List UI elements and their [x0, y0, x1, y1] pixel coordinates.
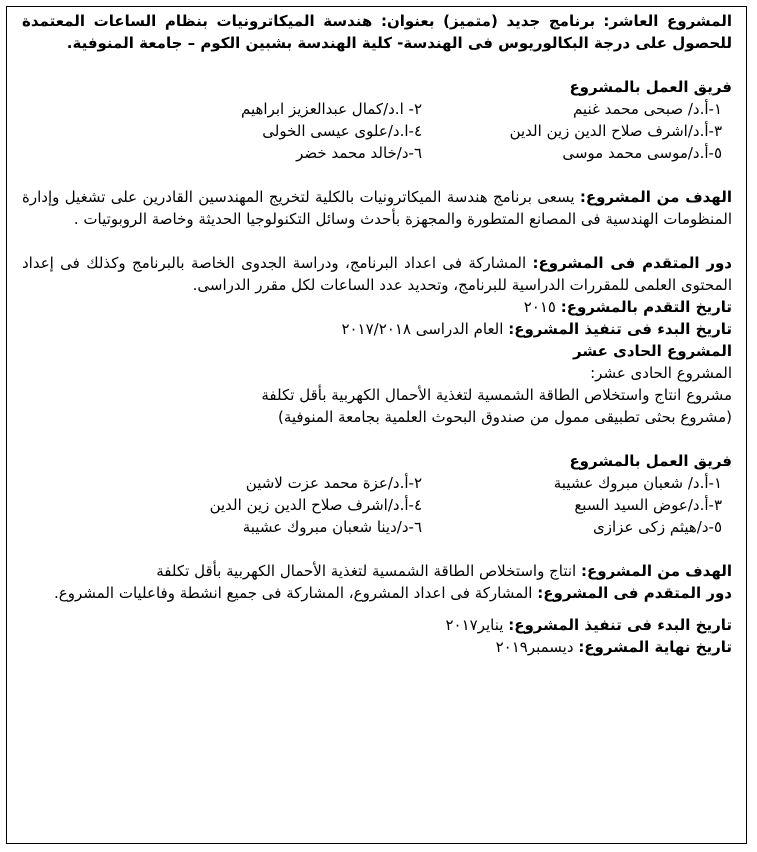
project11-end-value: ديسمبر٢٠١٩ — [495, 638, 574, 656]
team-member: ١-أ.د/ صبحى محمد غنيم — [572, 100, 722, 118]
project11-role-label: دور المتقدم فى المشروع: — [537, 584, 732, 602]
project11-team-row — [22, 494, 732, 516]
project10-goal-text: يسعى برنامج هندسة الميكاترونيات بالكلية لتخريج المهندسين القادرين على تشغيل وإدارة المنظومات الهندسية فى المصانع المتطورة والمجهزة بأحدث وسائل التكنولوجيا الحديثة وخاصة الروبوتيات . — [22, 188, 732, 228]
project10-goal — [22, 186, 732, 230]
project10-role-text: المشاركة فى اعداد البرنامج، ودراسة الجدوى الخاصة بالبرنامج وكذلك فى إعداد المحتوى العلمى للمقررات الدراسية للبرنامج، وتحديد عدد الساعات لكل مقرر الدراسى. — [22, 254, 732, 294]
project10-submit-label: تاريخ التقدم بالمشروع: — [560, 298, 732, 316]
project11-team-row — [22, 472, 732, 494]
project11-start-value: يناير٢٠١٧ — [445, 616, 504, 634]
project11-heading: المشروع الحادى عشر — [573, 342, 732, 360]
project11-end-label: تاريخ نهاية المشروع: — [578, 638, 732, 656]
team-member: ٥-د/هيثم زكى عزازى — [593, 518, 722, 536]
project11-line3: (مشروع بحثى تطبيقى ممول من صندوق البحوث العلمية بجامعة المنوفية) — [278, 408, 732, 426]
project11-goal — [22, 560, 732, 582]
project10-start-label: تاريخ البدء فى تنفيذ المشروع: — [508, 320, 732, 338]
project10-submit-date — [22, 296, 732, 318]
project11-line2: مشروع انتاج واستخلاص الطاقة الشمسية لتغذية الأحمال الكهربية بأقل تكلفة — [261, 386, 732, 404]
project11-line1: المشروع الحادى عشر: — [590, 364, 732, 382]
project10-team-title: فريق العمل بالمشروع — [569, 78, 732, 96]
team-member: ٦-د/خالد محمد خضر — [296, 144, 422, 162]
team-member: ٤-ا.د/علوى عيسى الخولى — [262, 122, 422, 140]
project10-start-value: العام الدراسى ٢٠١٧/٢٠١٨ — [341, 320, 504, 338]
team-member: ١-أ.د/ شعبان مبروك عشيبة — [553, 474, 722, 492]
project10-role-label: دور المتقدم فى المشروع: — [532, 254, 732, 272]
project11-role-text: المشاركة فى اعداد المشروع، المشاركة فى جميع انشطة وفاعليات المشروع. — [54, 584, 533, 602]
project10-start-date — [22, 318, 732, 340]
project10-team-row — [22, 98, 732, 120]
team-member: ٣-أ.د/عوض السيد السبع — [574, 496, 722, 514]
project11-goal-text: انتاج واستخلاص الطاقة الشمسية لتغذية الأحمال الكهربية بأقل تكلفة — [156, 562, 577, 580]
project11-end-date — [22, 636, 732, 658]
team-member: ٣-أ.د/اشرف صلاح الدين زين الدين — [509, 122, 722, 140]
project11-role — [22, 582, 732, 604]
team-member: ٢-أ.د/عزة محمد عزت لاشين — [245, 474, 422, 492]
project11-goal-label: الهدف من المشروع: — [581, 562, 732, 580]
project10-heading — [22, 10, 732, 54]
team-member: ٥-أ.د/موسى محمد موسى — [562, 144, 722, 162]
project10-heading-label: المشروع العاشر: — [603, 12, 733, 30]
team-member: ٦-د/دينا شعبان مبروك عشيبة — [242, 518, 422, 536]
project11-start-date — [22, 614, 732, 636]
project11-start-label: تاريخ البدء فى تنفيذ المشروع: — [508, 616, 732, 634]
project10-team-row — [22, 120, 732, 142]
project11-team-row — [22, 516, 732, 538]
document-body — [22, 10, 732, 658]
project11-team-title: فريق العمل بالمشروع — [569, 452, 732, 470]
project10-team-row — [22, 142, 732, 164]
project10-heading-text: برنامج جديد (متميز) بعنوان: هندسة الميكاترونيات بنظام الساعات المعتمدة للحصول على درجة البكالوريوس فى الهندسة- كلية الهندسة بشبين الكوم – جامعة المنوفية. — [22, 12, 732, 52]
team-member: ٤-أ.د/اشرف صلاح الدين زين الدين — [209, 496, 422, 514]
project10-role — [22, 252, 732, 296]
project10-goal-label: الهدف من المشروع: — [579, 188, 732, 206]
project10-submit-value: ٢٠١٥ — [523, 298, 556, 316]
team-member: ٢- ا.د/كمال عبدالعزيز ابراهيم — [241, 100, 422, 118]
